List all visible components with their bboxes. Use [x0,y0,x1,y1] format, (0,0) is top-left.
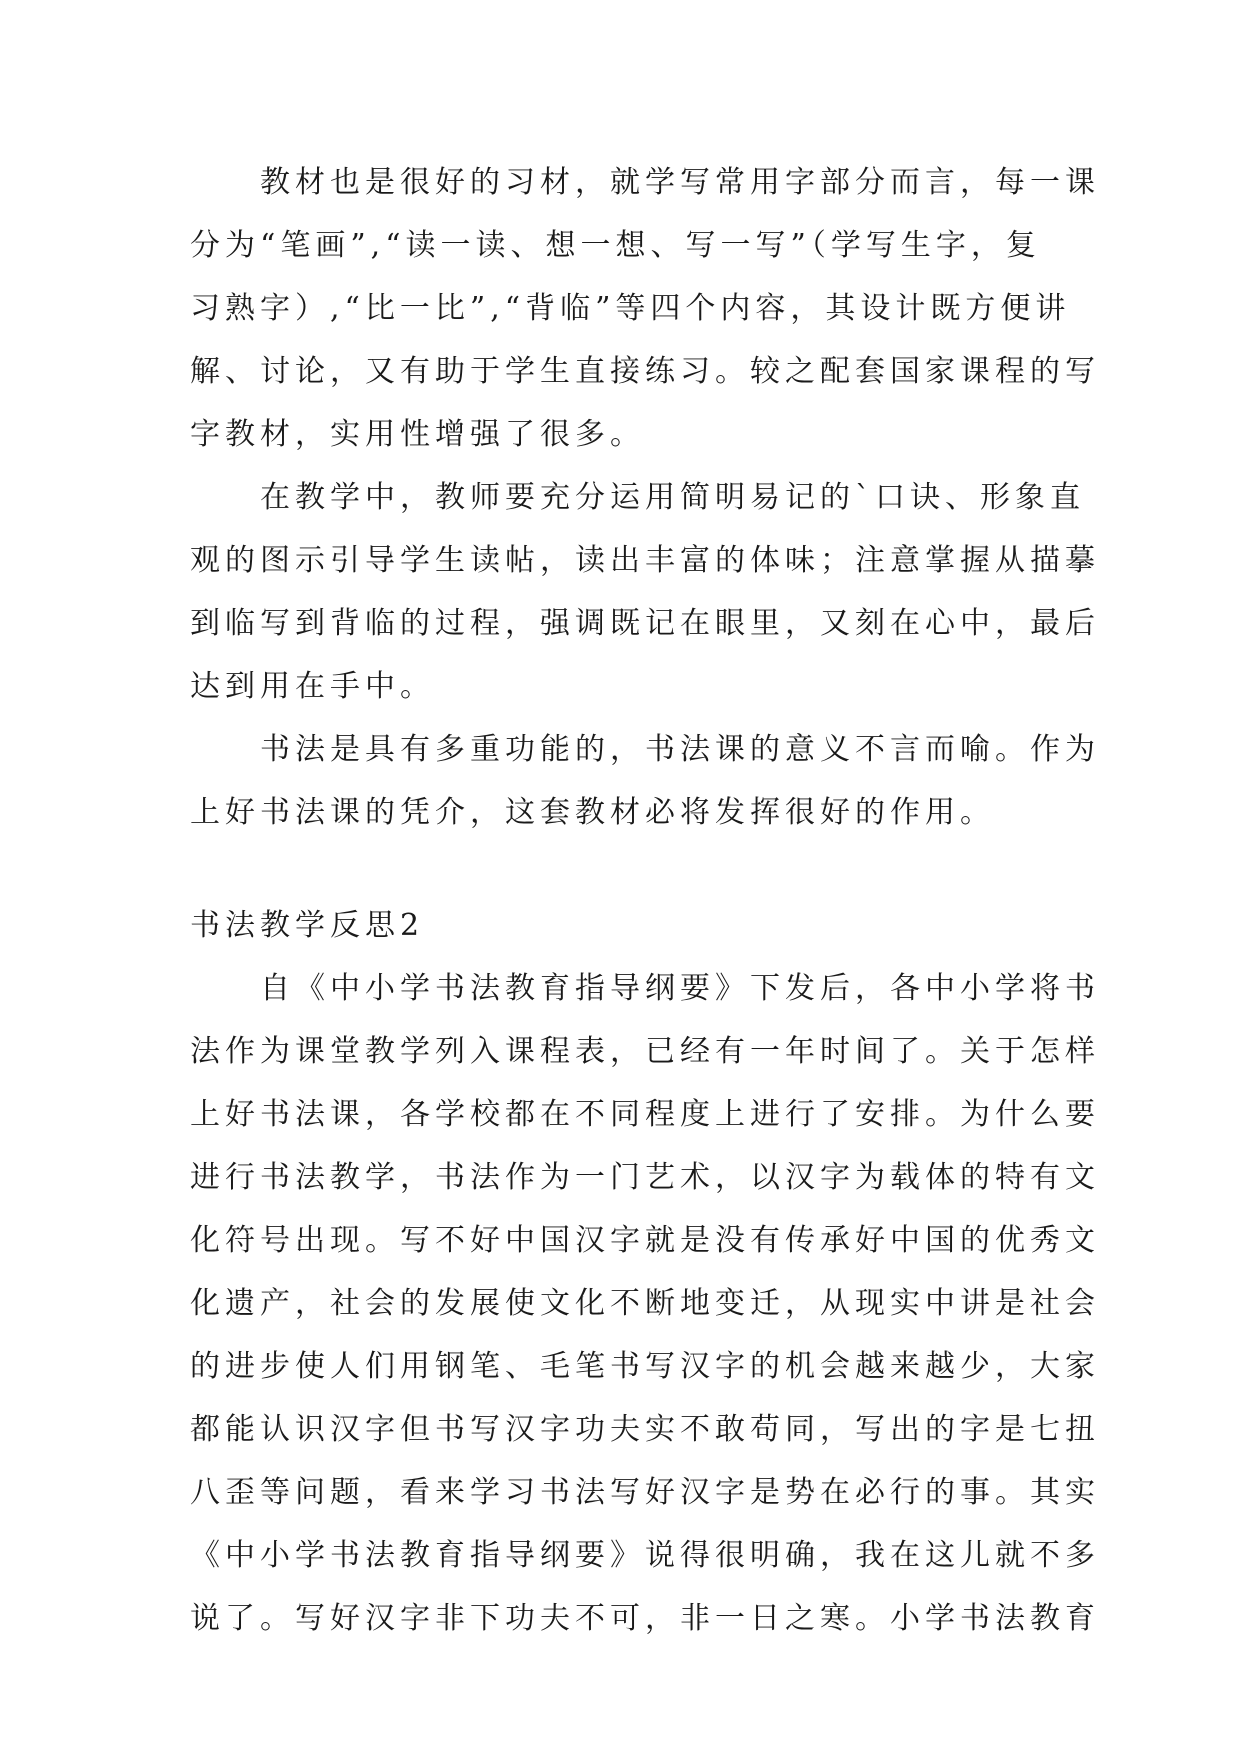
paragraph-line: 字教材，实用性增强了很多。 [190,417,645,452]
paragraph-line: 八歪等问题，看来学习书法写好汉字是势在必行的事。其实 [190,1475,1100,1510]
paragraph-line: 化遗产，社会的发展使文化不断地变迁，从现实中讲是社会 [190,1286,1100,1321]
paragraph-line: 达到用在手中。 [190,669,435,704]
paragraph-line: 上好书法课，各学校都在不同程度上进行了安排。为什么要 [190,1097,1100,1132]
paragraph-line: 《中小学书法教育指导纲要》说得很明确，我在这儿就不多 [190,1538,1100,1573]
paragraph-line: 书法是具有多重功能的，书法课的意义不言而喻。作为 [260,732,1100,767]
paragraph-line: 化符号出现。写不好中国汉字就是没有传承好中国的优秀文 [190,1223,1100,1258]
paragraph-line: 习熟字）,“比一比”,“背临”等四个内容，其设计既方便讲 [190,291,1071,326]
paragraph-line: 观的图示引导学生读帖，读出丰富的体味；注意掌握从描摹 [190,543,1100,578]
paragraph-line: 解、讨论，又有助于学生直接练习。较之配套国家课程的写 [190,354,1100,389]
paragraph-line: 的进步使人们用钢笔、毛笔书写汉字的机会越来越少，大家 [190,1349,1100,1384]
section-title: 书法教学反思2 [190,908,425,943]
paragraph-line: 进行书法教学，书法作为一门艺术，以汉字为载体的特有文 [190,1160,1100,1195]
paragraph-line: 说了。写好汉字非下功夫不可，非一日之寒。小学书法教育 [190,1601,1100,1636]
paragraph-line: 自《中小学书法教育指导纲要》下发后，各中小学将书 [260,971,1100,1006]
paragraph-line: 法作为课堂教学列入课程表，已经有一年时间了。关于怎样 [190,1034,1100,1069]
paragraph-line: 上好书法课的凭介，这套教材必将发挥很好的作用。 [190,795,995,830]
paragraph-line: 教材也是很好的习材，就学写常用字部分而言，每一课 [260,165,1100,200]
paragraph-line: 到临写到背临的过程，强调既记在眼里，又刻在心中，最后 [190,606,1100,641]
paragraph-line: 在教学中，教师要充分运用简明易记的`口诀、形象直 [260,480,1085,515]
paragraph-line: 分为“笔画”,“读一读、想一想、写一写”（学写生字，复 [190,228,1041,263]
paragraph-line: 都能认识汉字但书写汉字功夫实不敢苟同，写出的字是七扭 [190,1412,1100,1447]
